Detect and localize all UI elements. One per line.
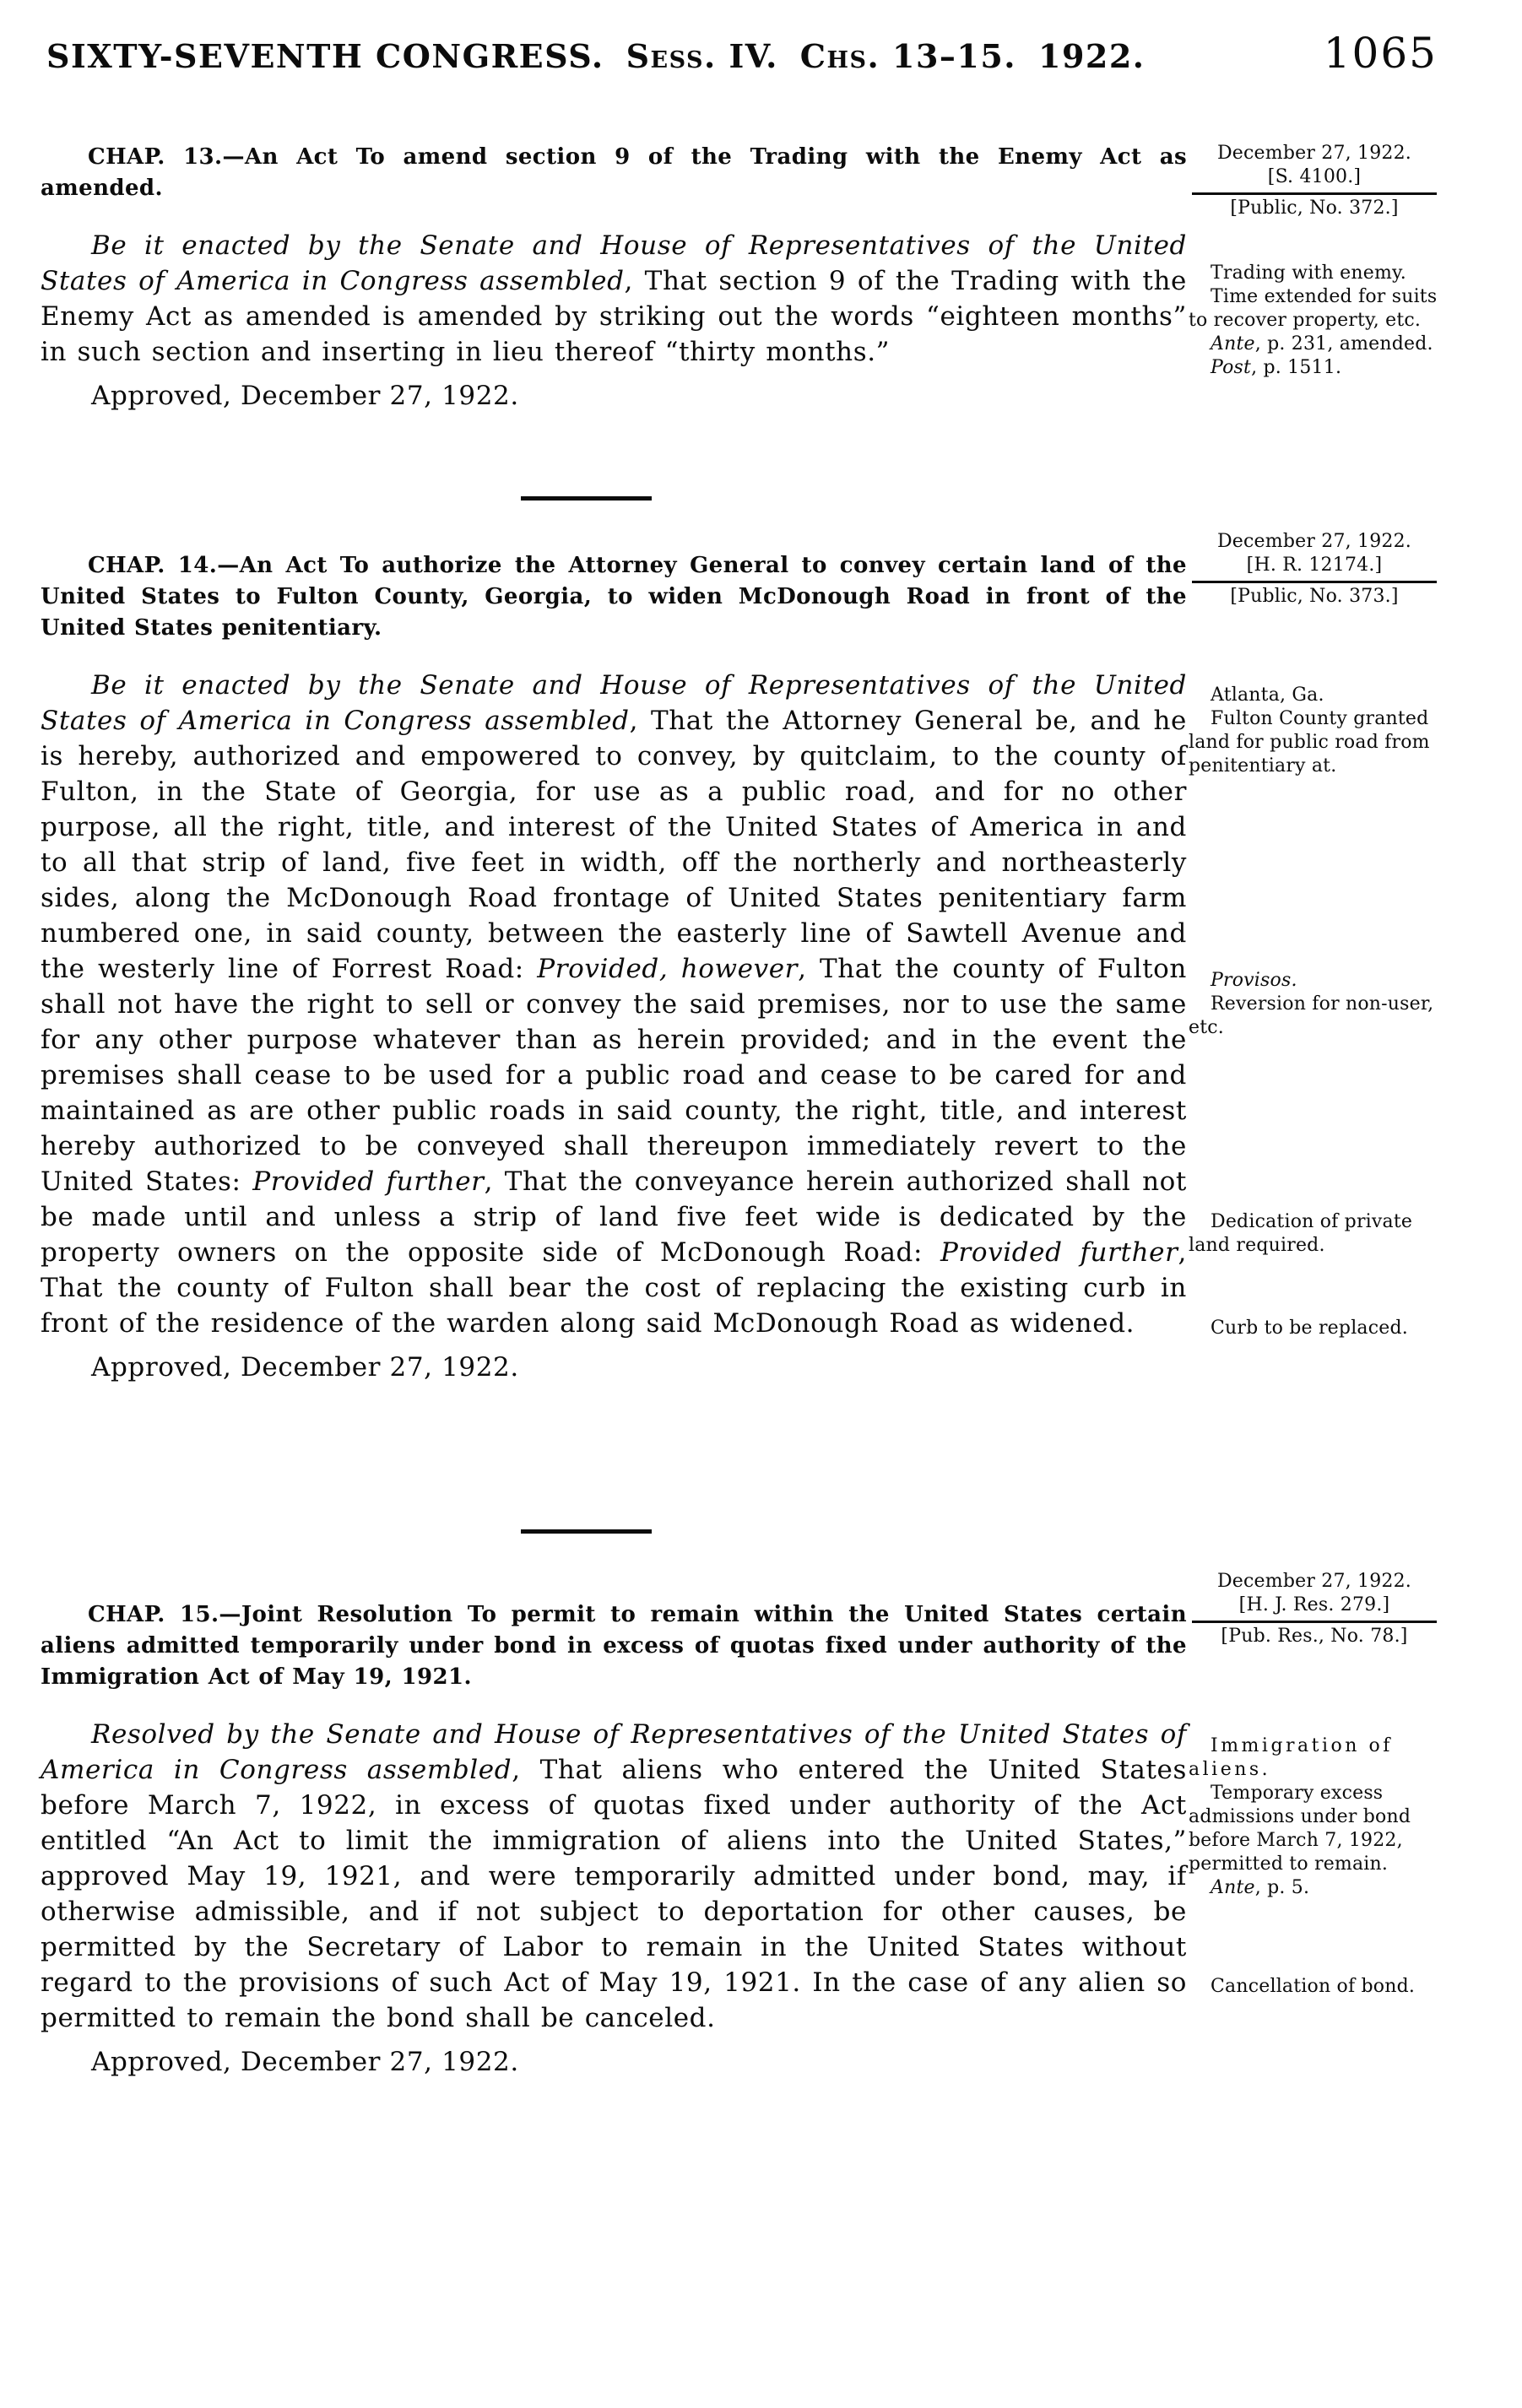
sidenote-line: Atlanta, Ga. bbox=[1211, 685, 1324, 706]
running-title bbox=[46, 37, 1146, 75]
chapter-14-sidenote-dedication bbox=[1189, 1210, 1440, 1258]
sidenote-line: Curb to be replaced. bbox=[1211, 1318, 1408, 1339]
chapter-15-resolving-clause: Resolved by the Senate and House of Representatives of the United States of America in Congress assembled, That aliens who entered the United States before March 7, 1922, in excess of quotas fixed under authority of the Act entitled “An Act to limit the immigration of aliens into the United States,” approved May 19, 1921, and were temporarily admitted under bond, may, if otherwise admissible, and if not subject to deportation for other causes, be permitted by the Secretary of Labor to remain in the United States without regard to the provisions of such Act of May 19, 1921. In the case of any alien so permitted to remain the bond shall be canceled. bbox=[41, 1719, 1187, 2033]
chapter-14-docket bbox=[1189, 530, 1440, 609]
sidenote-ante-reference: Ante, p. 5. bbox=[1211, 1877, 1310, 1898]
docket-bill-number: [H. R. 12174.] bbox=[1246, 555, 1383, 576]
sidenote-line: Fulton County granted land for public road from penitentiary at. bbox=[1189, 708, 1430, 777]
chapter-15-approved-line: Approved, December 27, 1922. bbox=[91, 2047, 519, 2077]
chapter-14-section bbox=[41, 550, 1187, 1385]
page-number: 1065 bbox=[1323, 29, 1438, 78]
running-title-congress: SIXTY-SEVENTH CONGRESS. bbox=[46, 37, 604, 75]
sidenote-line: Immigration of aliens. bbox=[1189, 1735, 1393, 1780]
docket-date: December 27, 1922. bbox=[1216, 1571, 1412, 1592]
running-title-session: Sess. IV. bbox=[626, 37, 778, 75]
docket-bill-number: [H. J. Res. 279.] bbox=[1238, 1594, 1390, 1615]
docket-rule bbox=[1192, 1621, 1437, 1623]
docket-bill-number: [S. 4100.] bbox=[1267, 166, 1362, 187]
chapter-14-approved-line: Approved, December 27, 1922. bbox=[91, 1352, 519, 1383]
sidenote-post-reference: Post, p. 1511. bbox=[1211, 357, 1342, 378]
chapter-13-heading: CHAP. 13.—An Act To amend section 9 of the Trading with the Enemy Act as amended. bbox=[41, 144, 1187, 201]
chapter-15-sidenote-immigration bbox=[1189, 1734, 1440, 1900]
running-title-year: 1922. bbox=[1038, 37, 1146, 75]
sidenote-provisos-label: Provisos. bbox=[1211, 970, 1297, 991]
chapter-15-sidenote-cancellation bbox=[1189, 1975, 1440, 1999]
section-divider bbox=[521, 1529, 652, 1534]
section-divider bbox=[521, 496, 652, 501]
docket-rule bbox=[1192, 192, 1437, 195]
chapter-15-docket bbox=[1189, 1570, 1440, 1648]
docket-public-number: [Public, No. 372.] bbox=[1230, 198, 1399, 219]
docket-public-number: [Pub. Res., No. 78.] bbox=[1221, 1626, 1408, 1647]
chapter-13-enacting-clause: Be it enacted by the Senate and House of Representatives of the United States of America in Congress assembled, That section 9 of the Trading with the Enemy Act as amended is amended by striking out the words “eighteen months” in such section and inserting in lieu thereof “thirty months.” bbox=[41, 230, 1187, 367]
chapter-13-sidenote-trading bbox=[1189, 262, 1440, 380]
sidenote-ante-reference: Ante, p. 231, amended. bbox=[1211, 333, 1433, 354]
sidenote-line: Cancellation of bond. bbox=[1211, 1976, 1416, 1997]
docket-rule bbox=[1192, 581, 1437, 583]
sidenote-line: Trading with enemy. bbox=[1211, 262, 1406, 284]
chapter-13-docket bbox=[1189, 142, 1440, 220]
chapter-13-section bbox=[41, 142, 1187, 414]
running-title-chapters: Chs. 13–15. bbox=[799, 37, 1016, 75]
page-header bbox=[46, 29, 1438, 78]
chapter-14-enacting-clause: Be it enacted by the Senate and House of Representatives of the United States of America in Congress assembled, That the Attorney General be, and he is hereby, authorized and empowered to convey, by quitclaim, to the county of Fulton, in the State of Georgia, for use as a public road, and for no other purpose, all the right, title, and interest of the United States of America in and to all that strip of land, five feet in width, off the northerly and northeasterly sides, along the McDonough Road frontage of United States penitentiary farm numbered one, in said county, between the easterly line of Sawtell Avenue and the westerly line of Forrest Road: Provided, however, That the county of Fulton shall not have the right to sell or convey the said premises, nor to use the same for any other purpose whatever than as herein provided; and in the event the premises shall cease to be used for a public road and cease to be cared for and maintained as are other public roads in said county, the right, title, and interest hereby authorized to be conveyed shall thereupon immediately revert to the United States: Provided further, That the conveyance herein authorized shall not be made until and unless a strip of land five feet wide is dedicated by the property owners on the opposite side of McDonough Road: Provided further, That the county of Fulton shall bear the cost of replacing the existing curb in front of the residence of the warden along said McDonough Road as widened. bbox=[41, 670, 1187, 1339]
docket-public-number: [Public, No. 373.] bbox=[1230, 586, 1399, 607]
chapter-13-approved-line: Approved, December 27, 1922. bbox=[91, 381, 519, 411]
sidenote-line: Temporary excess admissions under bond before March 7, 1922, permitted to remain. bbox=[1189, 1783, 1411, 1875]
chapter-14-heading: CHAP. 14.—An Act To authorize the Attorney General to convey certain land of the United States to Fulton County, Georgia, to widen McDonough Road in front of the United States penitentiary. bbox=[41, 553, 1187, 641]
sidenote-line: Dedication of private land required. bbox=[1189, 1211, 1413, 1256]
chapter-14-sidenote-curb bbox=[1189, 1317, 1440, 1340]
sidenote-line: Reversion for non-user, etc. bbox=[1189, 993, 1434, 1038]
chapter-15-heading: CHAP. 15.—Joint Resolution To permit to remain within the United States certain aliens admitted temporarily under bond in excess of quotas fixed under authority of the Immigration Act of May 19, 1921. bbox=[41, 1602, 1187, 1690]
docket-date: December 27, 1922. bbox=[1216, 143, 1412, 164]
sidenote-line: Time extended for suits to recover property, etc. bbox=[1189, 286, 1438, 331]
chapter-15-section bbox=[41, 1599, 1187, 2080]
chapter-14-sidenote-provisos bbox=[1189, 969, 1440, 1040]
docket-date: December 27, 1922. bbox=[1216, 531, 1412, 552]
chapter-14-sidenote-atlanta bbox=[1189, 684, 1440, 778]
